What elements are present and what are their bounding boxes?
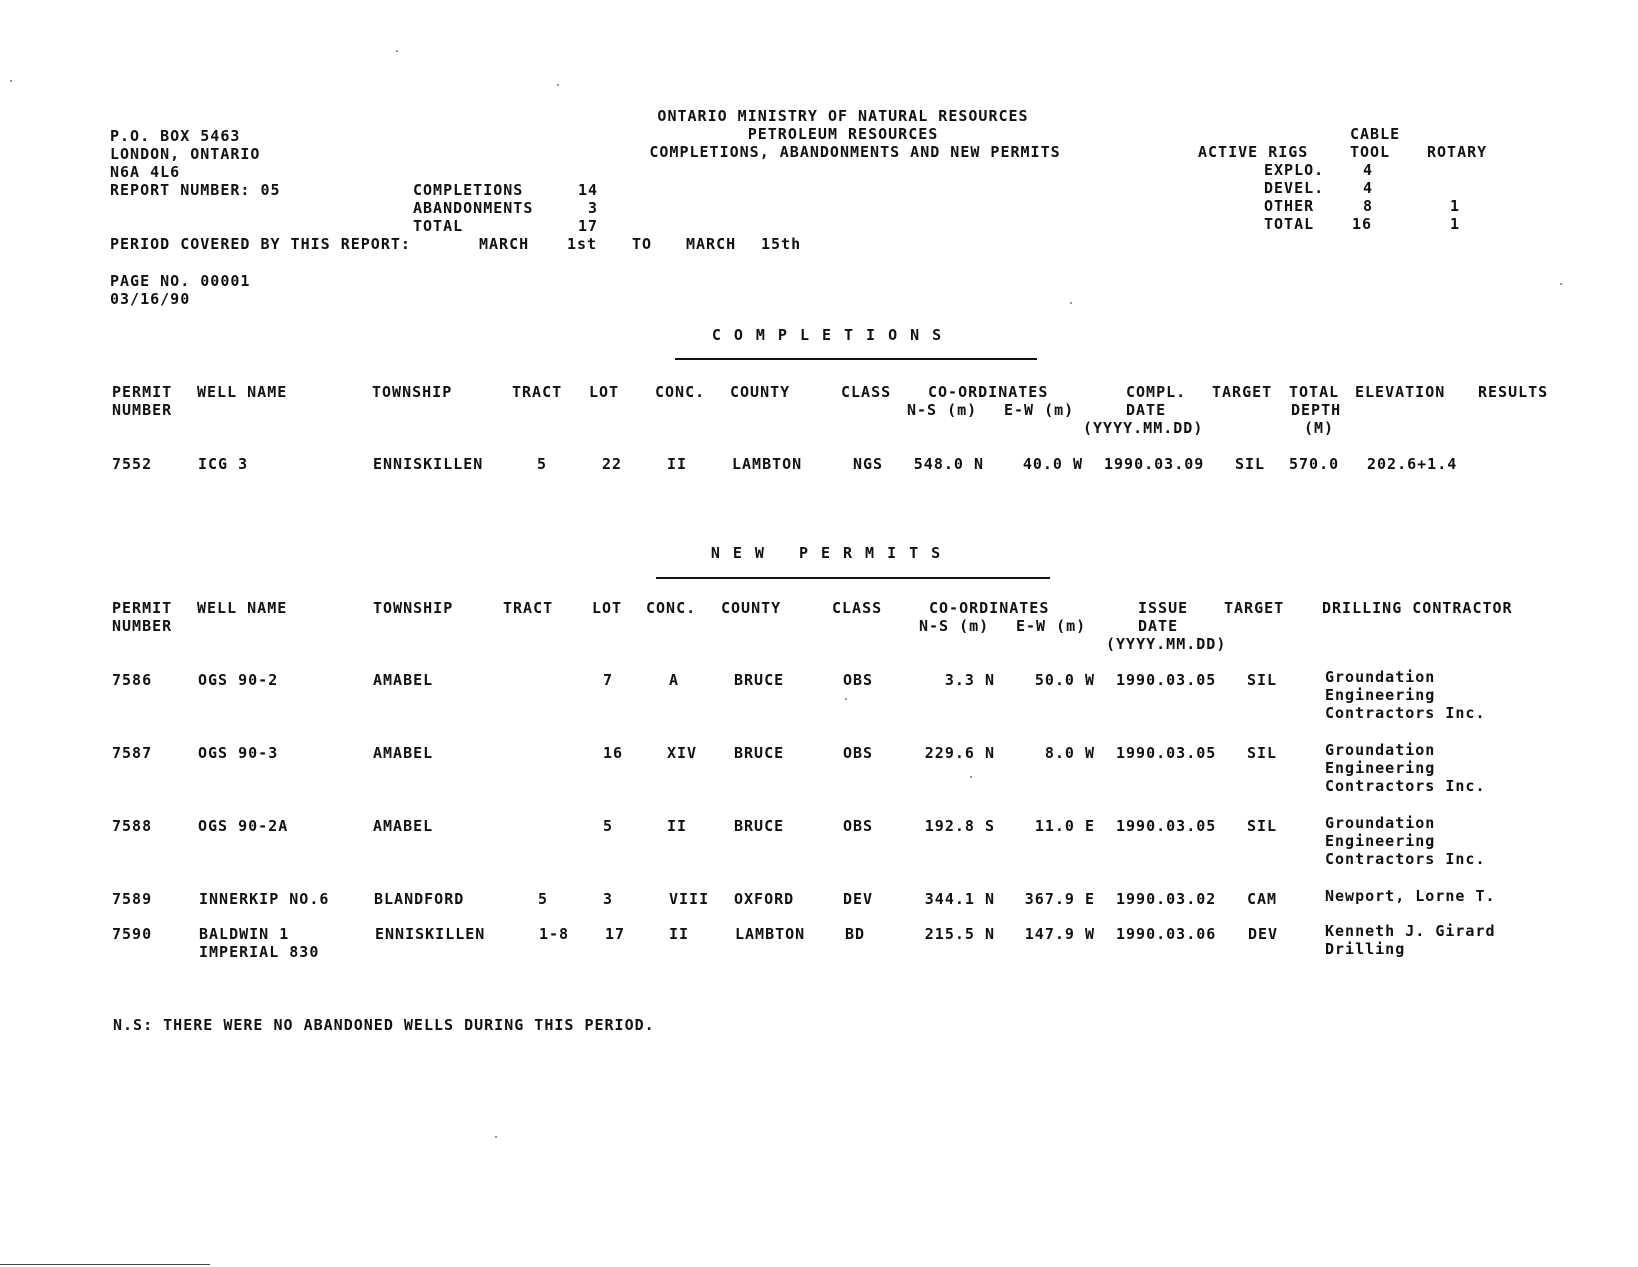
np-permit: 7589	[112, 890, 153, 908]
np-contractor-line-1: Groundation	[1325, 668, 1436, 686]
np-permit: 7588	[112, 817, 153, 835]
rigs-other-label: OTHER	[1264, 197, 1315, 215]
np-header-date: DATE	[1138, 617, 1179, 635]
np-well-name: OGS 90-3	[198, 744, 279, 762]
rigs-explo-label: EXPLO.	[1264, 161, 1325, 179]
address-line-1: P.O. BOX 5463	[110, 127, 241, 145]
comp-header-ns: N-S (m)	[907, 401, 978, 419]
comp-header-date: DATE	[1126, 401, 1167, 419]
np-conc: XIV	[667, 744, 698, 762]
np-ns: 3.3 N	[944, 671, 995, 689]
np-county: BRUCE	[734, 671, 785, 689]
np-header-permit: PERMIT	[112, 599, 173, 617]
np-header-target: TARGET	[1224, 599, 1285, 617]
np-ns: 215.5 N	[924, 925, 995, 943]
rigs-explo-tool: 4	[1363, 161, 1374, 179]
comp-header-tract: TRACT	[512, 383, 563, 401]
np-township: BLANDFORD	[374, 890, 465, 908]
np-header-date-format: (YYYY.MM.DD)	[1106, 635, 1227, 653]
summary-total-label: TOTAL	[413, 217, 464, 235]
np-ew: 367.9 E	[1024, 890, 1095, 908]
np-contractor-line-1: Groundation	[1325, 741, 1436, 759]
np-header-issue: ISSUE	[1138, 599, 1189, 617]
np-class: DEV	[843, 890, 874, 908]
np-contractor-line-2: Drilling	[1325, 940, 1406, 958]
np-contractor-line-2: Engineering	[1325, 686, 1436, 704]
report-date: 03/16/90	[110, 290, 191, 308]
np-permit: 7590	[112, 925, 153, 943]
rigs-other-rotary: 1	[1450, 197, 1461, 215]
np-county: BRUCE	[734, 817, 785, 835]
np-header-coordinates: CO-ORDINATES	[929, 599, 1050, 617]
np-header-conc: CONC.	[646, 599, 697, 617]
rigs-devel-label: DEVEL.	[1264, 179, 1325, 197]
comp-date: 1990.03.09	[1104, 455, 1205, 473]
rigs-tool-label: TOOL	[1350, 143, 1391, 161]
rigs-total-label: TOTAL	[1264, 215, 1315, 233]
period-label: PERIOD COVERED BY THIS REPORT:	[110, 235, 411, 253]
np-class: BD	[845, 925, 866, 943]
comp-lot: 22	[602, 455, 623, 473]
address-line-2: LONDON, ONTARIO	[110, 145, 261, 163]
np-class: OBS	[843, 671, 874, 689]
abandonments-label: ABANDONMENTS	[413, 199, 534, 217]
np-permit: 7586	[112, 671, 153, 689]
np-contractor-line-1: Newport, Lorne T.	[1325, 887, 1496, 905]
comp-header-depth-unit: (M)	[1304, 419, 1335, 437]
comp-depth: 570.0	[1289, 455, 1340, 473]
np-township: AMABEL	[373, 744, 434, 762]
np-township: ENNISKILLEN	[375, 925, 486, 943]
np-well-name-line-2: IMPERIAL 830	[199, 943, 320, 961]
np-date: 1990.03.06	[1116, 925, 1217, 943]
comp-header-ew: E-W (m)	[1004, 401, 1075, 419]
comp-header-target: TARGET	[1212, 383, 1273, 401]
np-well-name: BALDWIN 1	[199, 925, 290, 943]
rigs-cable-label: CABLE	[1350, 125, 1401, 143]
comp-tract: 5	[537, 455, 548, 473]
comp-header-elevation: ELEVATION	[1355, 383, 1446, 401]
np-target: SIL	[1247, 671, 1278, 689]
np-ew: 147.9 W	[1024, 925, 1095, 943]
np-ns: 229.6 N	[924, 744, 995, 762]
summary-total-count: 17	[577, 217, 598, 235]
np-header-contractor: DRILLING CONTRACTOR	[1322, 599, 1513, 617]
np-header-lot: LOT	[592, 599, 623, 617]
np-date: 1990.03.02	[1116, 890, 1217, 908]
new-permits-section-title: NEW PERMITS	[710, 544, 954, 562]
comp-permit: 7552	[112, 455, 153, 473]
np-ew: 11.0 E	[1034, 817, 1095, 835]
np-lot: 7	[603, 671, 614, 689]
footnote: N.S: THERE WERE NO ABANDONED WELLS DURING THIS PERIOD.	[113, 1016, 655, 1034]
np-header-township: TOWNSHIP	[373, 599, 454, 617]
comp-header-well-name: WELL NAME	[197, 383, 288, 401]
np-county: BRUCE	[734, 744, 785, 762]
np-target: DEV	[1248, 925, 1279, 943]
np-class: OBS	[843, 744, 874, 762]
np-contractor-line-1: Kenneth J. Girard	[1325, 922, 1496, 940]
comp-header-conc: CONC.	[655, 383, 706, 401]
np-class: OBS	[843, 817, 874, 835]
scan-speck	[1070, 302, 1072, 304]
np-lot: 17	[605, 925, 626, 943]
comp-header-compl: COMPL.	[1126, 383, 1187, 401]
ministry-title: ONTARIO MINISTRY OF NATURAL RESOURCES	[657, 107, 1029, 125]
np-contractor-line-2: Engineering	[1325, 759, 1436, 777]
np-lot: 3	[603, 890, 614, 908]
np-township: AMABEL	[373, 817, 434, 835]
rigs-active-label: ACTIVE RIGS	[1198, 143, 1309, 161]
np-header-well-name: WELL NAME	[197, 599, 288, 617]
np-ew: 8.0 W	[1044, 744, 1095, 762]
np-target: SIL	[1247, 744, 1278, 762]
np-contractor-line-3: Contractors Inc.	[1325, 704, 1486, 722]
comp-class: NGS	[853, 455, 884, 473]
np-contractor-line-3: Contractors Inc.	[1325, 777, 1486, 795]
comp-target: SIL	[1235, 455, 1266, 473]
new-permits-title-underline	[656, 577, 1050, 579]
comp-header-total: TOTAL	[1289, 383, 1340, 401]
completions-title-underline	[675, 358, 1037, 360]
scan-edge-line	[0, 1264, 210, 1265]
comp-header-lot: LOT	[589, 383, 620, 401]
comp-header-number: NUMBER	[112, 401, 173, 419]
comp-header-coordinates: CO-ORDINATES	[928, 383, 1049, 401]
np-well-name: OGS 90-2	[198, 671, 279, 689]
np-permit: 7587	[112, 744, 153, 762]
scan-speck	[557, 84, 559, 86]
period-from-month: MARCH	[479, 235, 530, 253]
scan-speck	[10, 80, 12, 82]
rigs-devel-tool: 4	[1363, 179, 1374, 197]
np-conc: A	[669, 671, 680, 689]
rigs-total-rotary: 1	[1450, 215, 1461, 233]
comp-header-date-format: (YYYY.MM.DD)	[1083, 419, 1204, 437]
np-conc: II	[667, 817, 688, 835]
comp-ew: 40.0 W	[1022, 455, 1083, 473]
completions-label: COMPLETIONS	[413, 181, 524, 199]
comp-header-results: RESULTS	[1478, 383, 1549, 401]
comp-well-name: ICG 3	[198, 455, 249, 473]
np-county: LAMBTON	[735, 925, 806, 943]
np-header-ns: N-S (m)	[919, 617, 990, 635]
period-to: TO	[632, 235, 653, 253]
abandonments-count: 3	[587, 199, 598, 217]
np-conc: VIII	[669, 890, 710, 908]
np-well-name: INNERKIP NO.6	[199, 890, 330, 908]
np-date: 1990.03.05	[1116, 671, 1217, 689]
np-date: 1990.03.05	[1116, 817, 1217, 835]
period-to-month: MARCH	[686, 235, 737, 253]
np-township: AMABEL	[373, 671, 434, 689]
page-number: PAGE NO. 00001	[110, 272, 251, 290]
np-conc: II	[669, 925, 690, 943]
np-header-county: COUNTY	[721, 599, 782, 617]
report-title: COMPLETIONS, ABANDONMENTS AND NEW PERMITS	[649, 143, 1061, 161]
rigs-other-tool: 8	[1363, 197, 1374, 215]
scan-speck	[1560, 283, 1562, 285]
comp-header-county: COUNTY	[730, 383, 791, 401]
rigs-rotary-label: ROTARY	[1427, 143, 1488, 161]
np-well-name: OGS 90-2A	[198, 817, 289, 835]
scan-speck	[970, 776, 972, 778]
comp-conc: II	[667, 455, 688, 473]
np-header-ew: E-W (m)	[1016, 617, 1087, 635]
np-county: OXFORD	[734, 890, 795, 908]
np-target: SIL	[1247, 817, 1278, 835]
np-ns: 344.1 N	[924, 890, 995, 908]
np-target: CAM	[1247, 890, 1278, 908]
comp-header-depth: DEPTH	[1291, 401, 1342, 419]
np-header-class: CLASS	[832, 599, 883, 617]
comp-ns: 548.0 N	[913, 455, 984, 473]
np-contractor-line-2: Engineering	[1325, 832, 1436, 850]
completions-count: 14	[577, 181, 598, 199]
np-contractor-line-3: Contractors Inc.	[1325, 850, 1486, 868]
np-contractor-line-1: Groundation	[1325, 814, 1436, 832]
period-to-day: 15th	[761, 235, 802, 253]
address-postal-code: N6A 4L6	[110, 163, 181, 181]
np-header-number: NUMBER	[112, 617, 173, 635]
comp-township: ENNISKILLEN	[373, 455, 484, 473]
division-title: PETROLEUM RESOURCES	[747, 125, 939, 143]
comp-header-permit: PERMIT	[112, 383, 173, 401]
report-number: REPORT NUMBER: 05	[110, 181, 281, 199]
scan-speck	[495, 1136, 497, 1138]
np-lot: 5	[603, 817, 614, 835]
np-tract: 5	[538, 890, 549, 908]
comp-header-township: TOWNSHIP	[372, 383, 453, 401]
scan-speck	[396, 50, 398, 52]
np-ew: 50.0 W	[1034, 671, 1095, 689]
comp-header-class: CLASS	[841, 383, 892, 401]
np-lot: 16	[603, 744, 624, 762]
comp-county: LAMBTON	[732, 455, 803, 473]
rigs-total-tool: 16	[1352, 215, 1373, 233]
period-from-day: 1st	[567, 235, 598, 253]
np-header-tract: TRACT	[503, 599, 554, 617]
np-date: 1990.03.05	[1116, 744, 1217, 762]
np-tract: 1-8	[539, 925, 570, 943]
comp-elevation: 202.6+1.4	[1367, 455, 1458, 473]
completions-section-title: COMPLETIONS	[711, 326, 955, 344]
np-ns: 192.8 S	[924, 817, 995, 835]
scan-speck	[845, 698, 847, 700]
